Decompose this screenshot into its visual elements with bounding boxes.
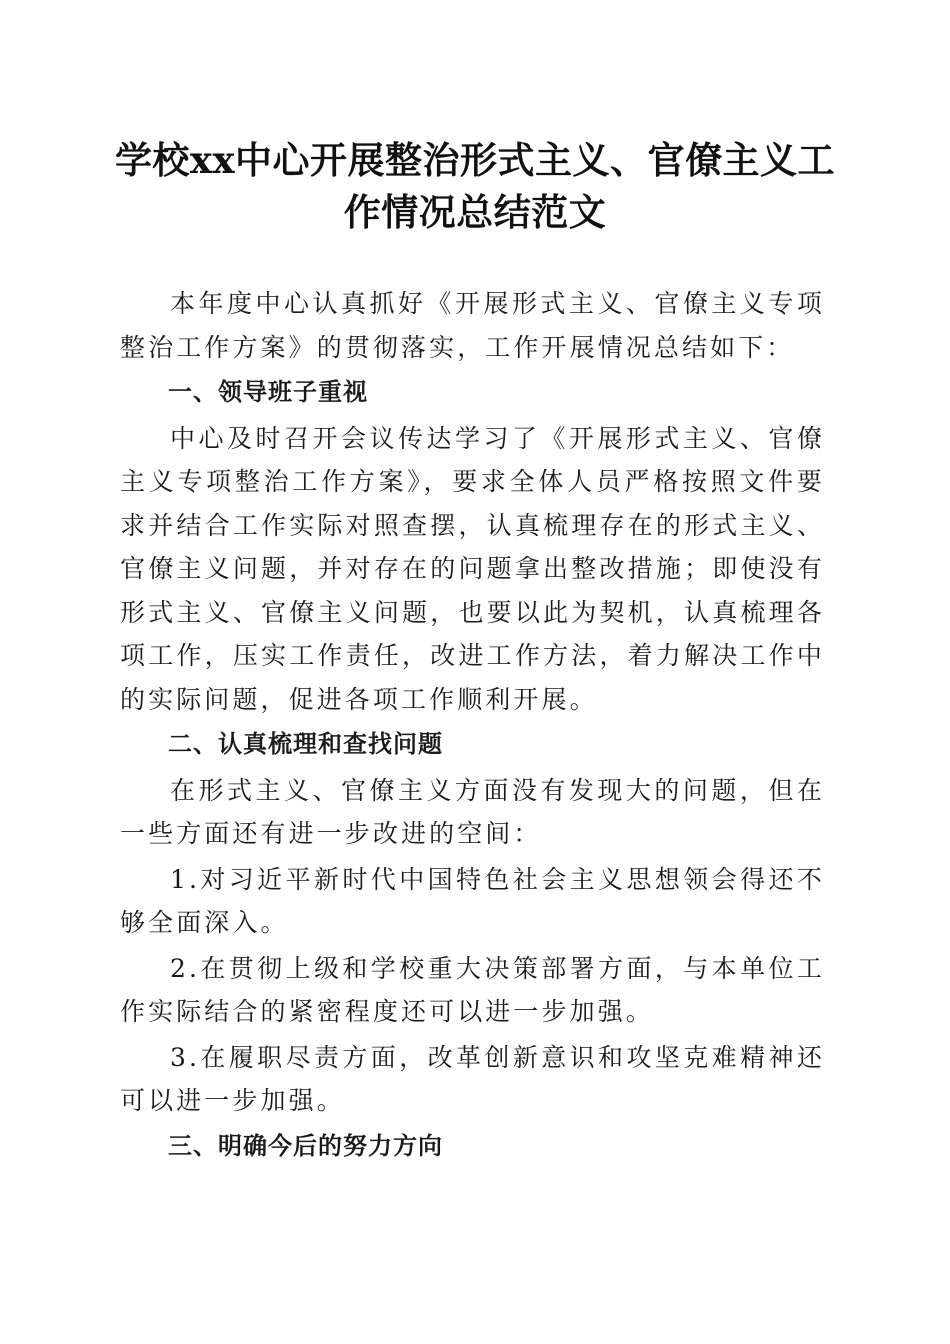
list-item-2: 2.在贯彻上级和学校重大决策部署方面，与本单位工作实际结合的紧密程度还可以进一步加强。 (120, 953, 825, 1026)
intro-paragraph: 本年度中心认真抓好《开展形式主义、官僚主义专项整治工作方案》的贯彻落实，工作开展情况总结如下： (120, 289, 825, 362)
list-item-3: 3.在履职尽责方面，改革创新意识和攻坚克难精神还可以进一步加强。 (120, 1042, 825, 1115)
section-heading-3: 三、明确今后的努力方向 (168, 1131, 443, 1160)
section-paragraph-2: 在形式主义、官僚主义方面没有发现大的问题，但在一些方面还有进一步改进的空间： (120, 775, 825, 848)
list-item-1: 1.对习近平新时代中国特色社会主义思想领会得还不够全面深入。 (120, 864, 825, 937)
section-paragraph-1: 中心及时召开会议传达学习了《开展形式主义、官僚主义专项整治工作方案》，要求全体人员严格按照文件要求并结合工作实际对照查摆，认真梳理存在的形式主义、官僚主义问题，并对存在的问题拿出整改措施；即使没有形式主义、官僚主义问题，也要以此为契机，认真梳理各项工作，压实工作责任，改进工作方法，着力解决工作中的实际问题，促进各项工作顺利开展。 (120, 423, 825, 714)
section-heading-1: 一、领导班子重视 (168, 378, 368, 406)
document-body (120, 282, 825, 1170)
section-heading-2: 二、认真梳理和查找问题 (168, 730, 443, 758)
document-title: 学校xx中心开展整治形式主义、官僚主义工作情况总结范文 (114, 138, 836, 234)
